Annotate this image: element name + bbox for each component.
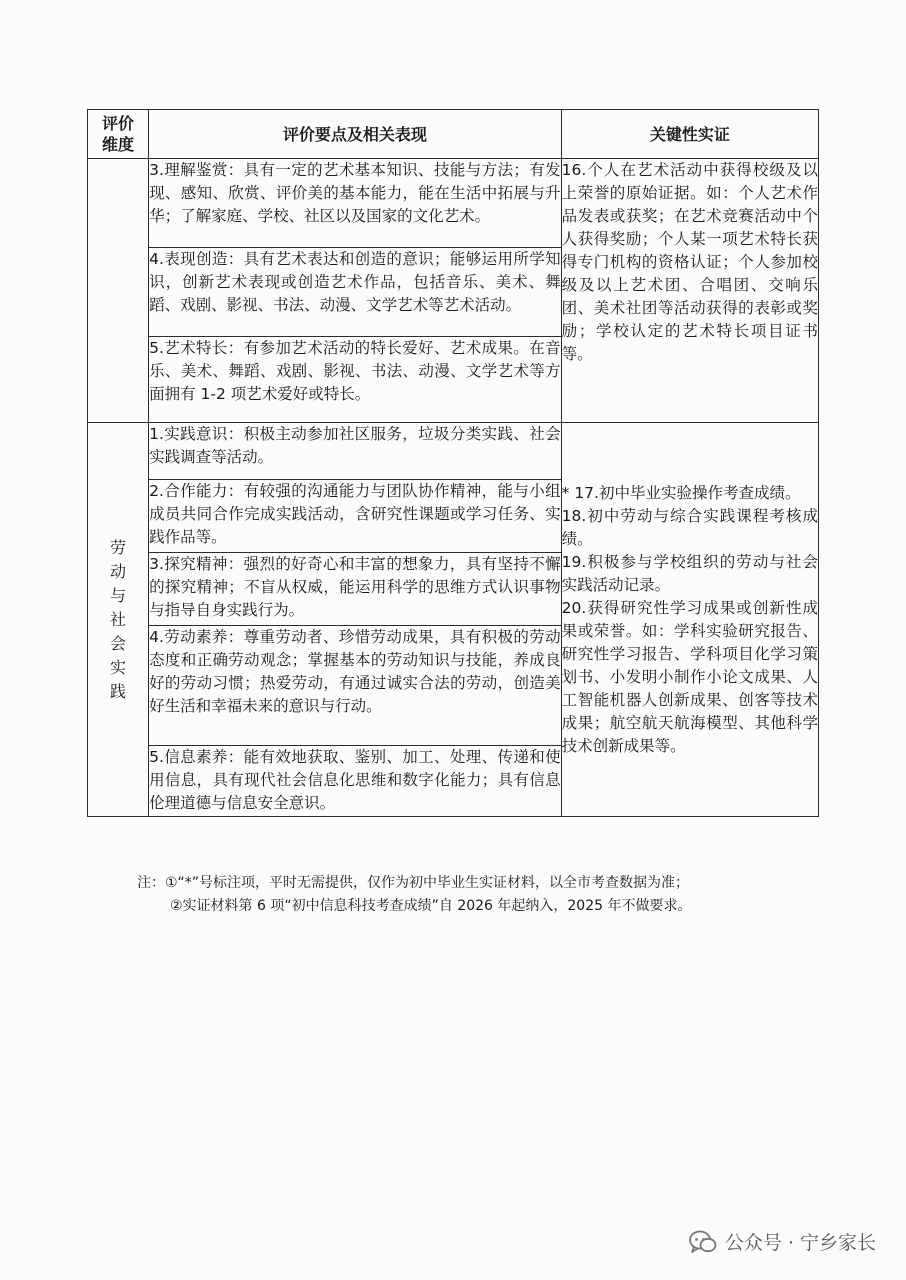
note-2: ②实证材料第 6 项“初中信息科技考查成绩”自 2026 年起纳入，2025 年不做要求。	[170, 898, 692, 914]
point-cell: 1.实践意识：积极主动参加社区服务，垃圾分类实践、社会实践调查等活动。	[149, 423, 562, 480]
header-dimension: 评价维度	[88, 110, 149, 159]
point-cell: 4.劳动素养：尊重劳动者、珍惜劳动成果，具有积极的劳动态度和正确劳动观念；掌握基本的劳动知识与技能，养成良好的劳动习惯；热爱劳动，有通过诚实合法的劳动，创造美好生活和幸福未来的意识与行动。	[149, 626, 562, 746]
evaluation-table	[87, 109, 819, 817]
evidence-cell: 16.个人在艺术活动中获得校级及以上荣誉的原始证据。如：个人艺术作品发表或获奖；在艺术竞赛活动中个人获得奖励；个人某一项艺术特长获得专门机构的资格认证；个人参加校级及以上艺术团、合唱团、交响乐团、美术社团等活动获得的表彰或奖励；学校认定的艺术特长项目证书等。	[561, 159, 818, 423]
point-cell: 3.理解鉴赏：具有一定的艺术基本知识、技能与方法；有发现、感知、欣赏、评价美的基本能力，能在生活中拓展与升华；了解家庭、学校、社区以及国家的文化艺术。	[149, 159, 562, 248]
table-row	[88, 159, 819, 248]
point-cell: 5.艺术特长：有参加艺术活动的特长爱好、艺术成果。在音乐、美术、舞蹈、戏剧、影视、书法、动漫、文学艺术等方面拥有 1-2 项艺术爱好或特长。	[149, 337, 562, 423]
header-evidence: 关键性实证	[561, 110, 818, 159]
table-notes	[137, 872, 837, 918]
watermark	[689, 1228, 876, 1255]
point-cell: 5.信息素养：能有效地获取、鉴别、加工、处理、传递和使用信息，具有现代社会信息化思维和数字化能力；具有信息伦理道德与信息安全意识。	[149, 746, 562, 817]
evidence-cell-labour: * 17.初中毕业实验操作考查成绩。 18.初中劳动与综合实践课程考核成绩。 19.积极参与学校组织的劳动与社会实践活动记录。 20.获得研究性学习成果或创新性成果或荣誉。如：学科实验研究报告、研究性学习报告、学科项目化学习策划书、小发明小制作小论文成果、人工智能机器人创新成果、创客等技术成果；航空航天航海模型、其他科学技术创新成果等。	[561, 423, 818, 817]
dimension-cell-labour: 劳动与社会实践	[88, 423, 149, 817]
point-cell: 4.表现创造：具有艺术表达和创造的意识；能够运用所学知识，创新艺术表现或创造艺术作品，包括音乐、美术、舞蹈、戏剧、影视、书法、动漫、文学艺术等艺术活动。	[149, 248, 562, 337]
point-cell: 3.探究精神：强烈的好奇心和丰富的想象力，具有坚持不懈的探究精神；不盲从权威，能运用科学的思维方式认识事物与指导自身实践行为。	[149, 553, 562, 626]
wechat-icon	[689, 1230, 717, 1254]
point-cell: 2.合作能力：有较强的沟通能力与团队协作精神，能与小组成员共同合作完成实践活动，含研究性课题或学习任务、实践作品等。	[149, 480, 562, 553]
note-1: 注：①“*”号标注项，平时无需提供，仅作为初中毕业生实证材料，以全市考查数据为准；	[137, 875, 690, 891]
watermark-text: 公众号 · 宁乡家长	[724, 1232, 876, 1254]
table-row	[88, 423, 819, 480]
dimension-cell	[88, 159, 149, 423]
table-header-row	[88, 110, 819, 159]
header-points: 评价要点及相关表现	[149, 110, 562, 159]
